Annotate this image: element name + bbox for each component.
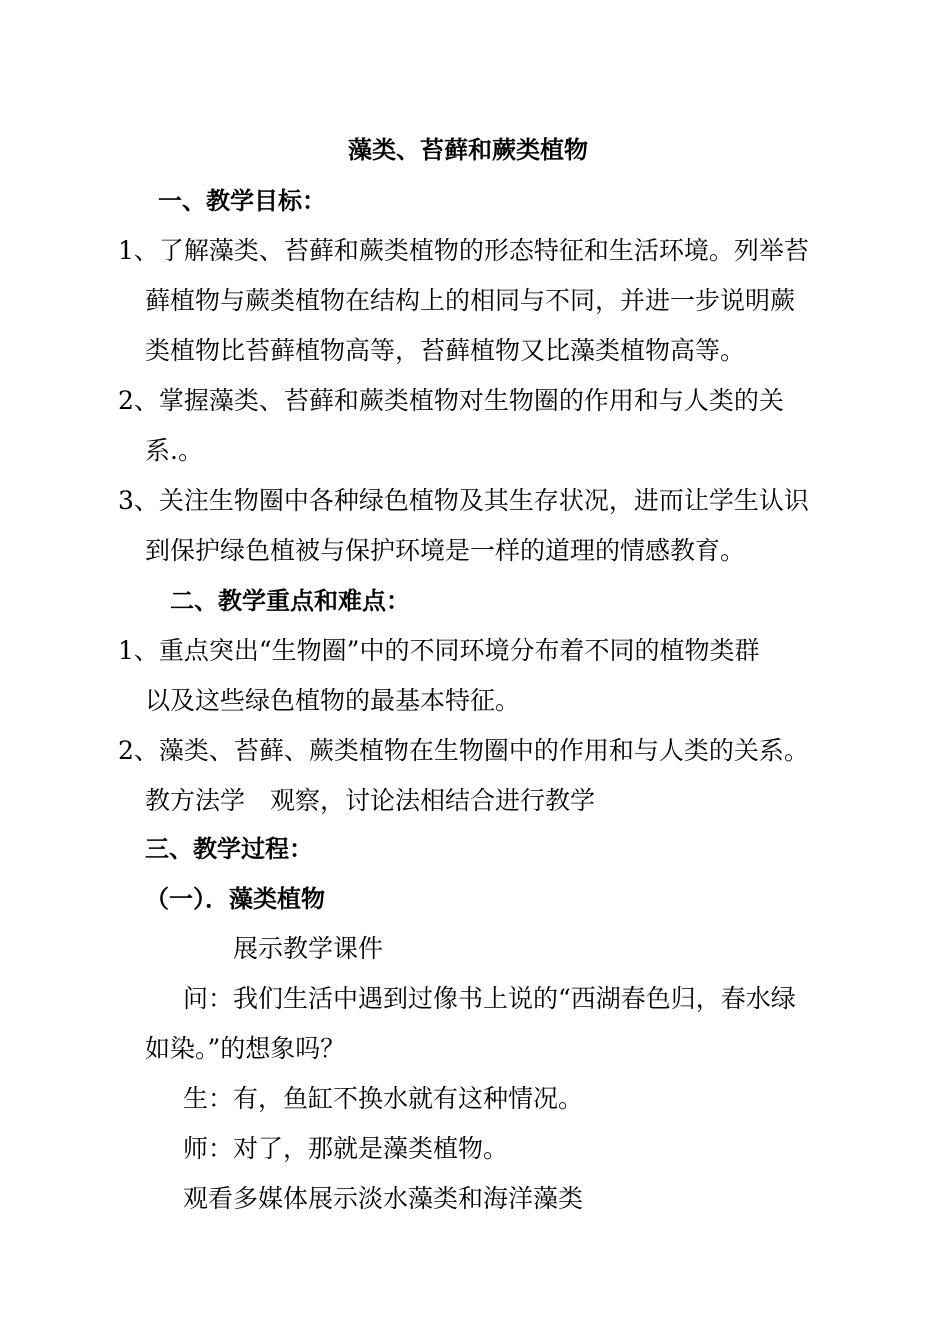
section-heading-process: 三、教学过程： [145, 835, 313, 863]
subsection-heading-algae: （一）．藻类植物 [145, 885, 325, 913]
section-heading-key-points: 二、教学重点和难点： [170, 587, 410, 615]
key-point-2-line-1: 2、藻类、苔藓、蕨类植物在生物圈中的作用和与人类的关系。 [118, 736, 809, 765]
process-line-6: 观看多媒体展示淡水藻类和海洋藻类 [183, 1184, 584, 1213]
process-line-4: 生：有，鱼缸不换水就有这种情况。 [183, 1084, 584, 1113]
objective-3-line-2: 到保护绿色植被与保护环境是一样的道理的情感教育。 [145, 536, 746, 565]
key-point-1-line-2: 以及这些绿色植物的最基本特征。 [145, 686, 521, 715]
objective-2-line-1: 2、掌握藻类、苔藓和蕨类植物对生物圈的作用和与人类的关 [118, 386, 784, 415]
section-heading-objectives: 一、教学目标： [158, 187, 326, 215]
objective-2-line-2: 系.。 [145, 436, 203, 465]
teaching-method: 教方法学 观察，讨论法相结合进行教学 [145, 786, 596, 815]
process-line-1: 展示教学课件 [233, 934, 384, 963]
process-line-3: 如染。”的想象吗？ [145, 1034, 346, 1063]
process-line-5: 师：对了，那就是藻类植物。 [183, 1134, 509, 1163]
process-line-2: 问：我们生活中遇到过像书上说的“西湖春色归，春水绿 [183, 984, 796, 1013]
objective-3-line-1: 3、关注生物圈中各种绿色植物及其生存状况，进而让学生认识 [118, 486, 809, 515]
objective-1-line-1: 1、了解藻类、苔藓和蕨类植物的形态特征和生活环境。列举苔 [118, 236, 809, 265]
key-point-1-line-1: 1、重点突出“生物圈”中的不同环境分布着不同的植物类群 [118, 636, 760, 665]
objective-1-line-2: 藓植物与蕨类植物在结构上的相同与不同，并进一步说明蕨 [145, 286, 796, 315]
page-title: 藻类、苔藓和蕨类植物 [348, 136, 588, 164]
objective-1-line-3: 类植物比苔藓植物高等，苔藓植物又比藻类植物高等。 [145, 336, 746, 365]
